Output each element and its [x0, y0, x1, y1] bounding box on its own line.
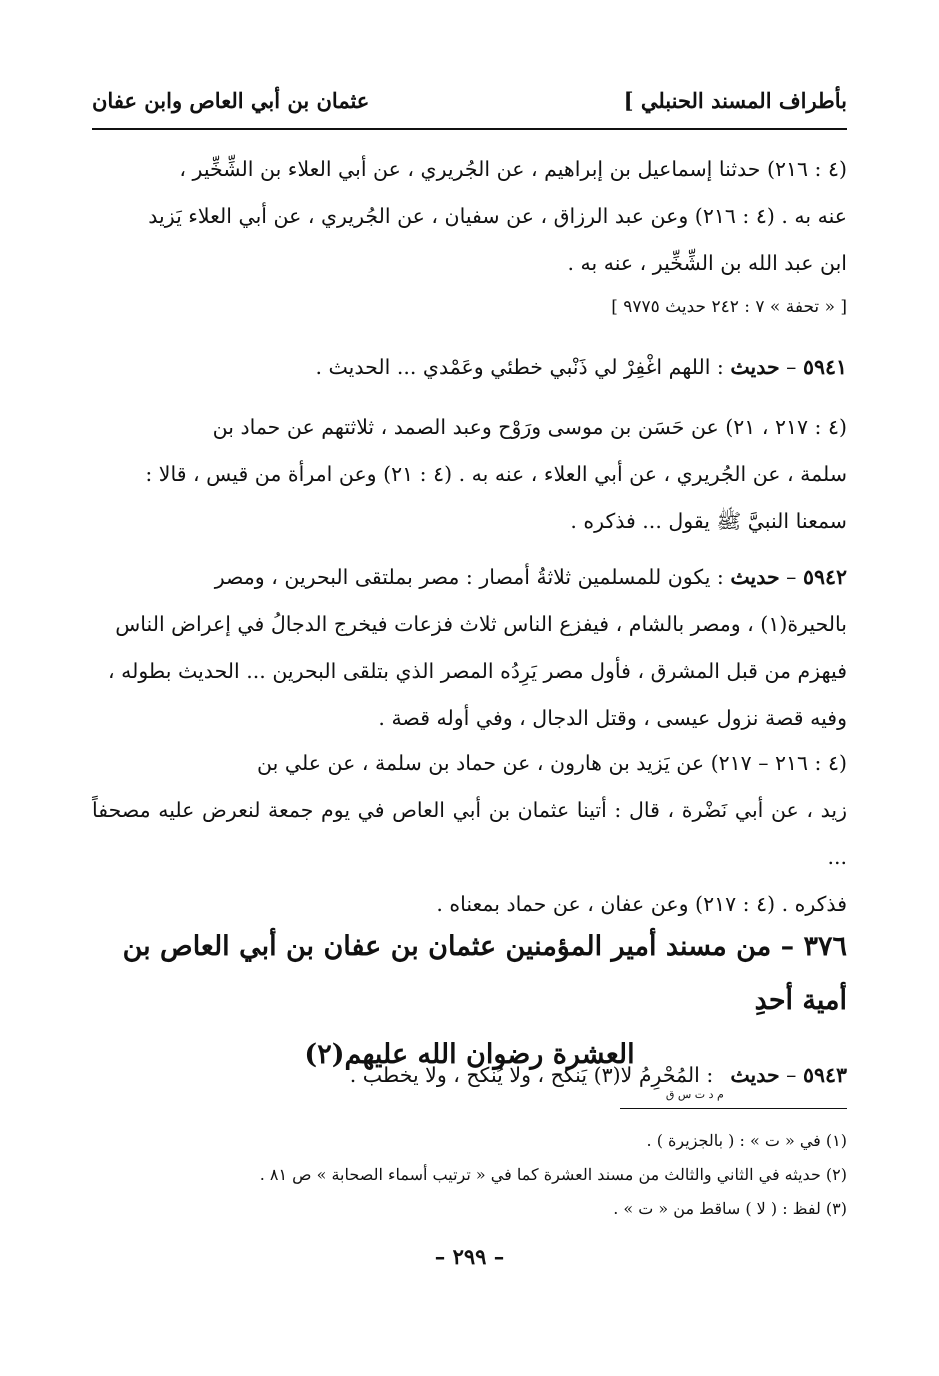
- hadith-text: : اللهم اغْفِرْ لي ذَنْبي خطئي وعَمْدي ... الحديث .: [315, 355, 724, 379]
- hadith-5941: [92, 344, 847, 391]
- hadith-label: حديث: [730, 1063, 780, 1087]
- text-line: بالحيرة(١) ، ومصر بالشام ، فيفزع الناس ثلاث فزعات فيخرج الدجالُ في إعراض الناس: [115, 612, 847, 636]
- hadith-line: ٥٩٤١ – حديث : اللهم اغْفِرْ لي ذَنْبي خطئي وعَمْدي ... الحديث .: [315, 355, 847, 379]
- text-line: عنه به . (٤ : ٢١٦) وعن عبد الرزاق ، عن سفيان ، عن الجُريري ، عن أبي العلاء يَزيد: [148, 204, 847, 228]
- header-chapter-title: عثمان بن أبي العاص وابن عفان: [92, 88, 370, 113]
- hadith-5942: [92, 554, 847, 742]
- header-book-title: بأطراف المسند الحنبلي ]: [623, 88, 847, 113]
- hadith-text: : المُحْرِمُ لا(٣) يَنكح ، ولا يُنكح ، ولا يخطب .: [349, 1063, 714, 1087]
- hadith-line: ٥٩٤٣ – حديث $_{م د ت س ق}$ : المُحْرِمُ لا(٣) يَنكح ، ولا يُنكح ، ولا يخطب .: [349, 1063, 847, 1101]
- text-line: سلمة ، عن الجُريري ، عن أبي العلاء ، عنه به . (٤ : ٢١) وعن امرأة من قيس ، قالا :: [145, 462, 847, 486]
- isnad-paragraph-2: [92, 404, 847, 545]
- tuhfa-reference: [ « تحفة » ٧ : ٢٤٢ حديث ٩٧٧٥ ]: [611, 297, 847, 317]
- hadith-text: : يكون للمسلمين ثلاثةُ أمصار : مصر بملتقى البحرين ، ومصر: [214, 565, 724, 589]
- footnote-3: (٣) لفظ : ( لا ) ساقط من « ت » .: [613, 1199, 847, 1218]
- hadith-label: حديث: [730, 565, 780, 589]
- text-line: (٤ : ٢١٦) حدثنا إسماعيل بن إبراهيم ، عن الجُريري ، عن أبي العلاء بن الشِّخِّير ،: [179, 157, 847, 181]
- text-line: وفيه قصة نزول عيسى ، وقتل الدجال ، وفي أوله قصة .: [378, 706, 847, 730]
- page-number: – ٢٩٩ –: [434, 1244, 505, 1269]
- text-line: (٤ : ٢١٧ ، ٢١) عن حَسَن بن موسى ورَوْح وعبد الصمد ، ثلاثتهم عن حماد بن: [212, 415, 847, 439]
- hadith-number: ٥٩٤٣: [802, 1063, 847, 1087]
- text-line: زيد ، عن أبي نَضْرة ، قال : أتينا عثمان بن أبي العاص في يوم جمعة لنعرض عليه مصحفاً ...: [92, 798, 847, 869]
- text-line: فذكره . (٤ : ٢١٧) وعن عفان ، عن حماد بمعناه .: [436, 892, 847, 916]
- text-line: فيهزم من قبل المشرق ، فأول مصر يَرِدُه المصر الذي بتلقى البحرين ... الحديث بطوله ،: [107, 659, 847, 683]
- footnote-divider: [620, 1108, 847, 1109]
- footnotes: [92, 1124, 847, 1226]
- source-sigla: م د ت س ق: [665, 1088, 724, 1101]
- footnote-1: (١) في « ت » : ( بالجزيرة ) .: [646, 1131, 847, 1150]
- text-line: ابن عبد الله بن الشِّخِّير ، عنه به .: [567, 251, 847, 275]
- header-divider: [92, 128, 847, 130]
- text-line: (٤ : ٢١٦ – ٢١٧) عن يَزيد بن هارون ، عن حماد بن سلمة ، عن علي بن: [257, 751, 847, 775]
- isnad-paragraph-3: [92, 740, 847, 928]
- hadith-number: ٥٩٤١: [802, 355, 847, 379]
- section-heading-line-1: ٣٧٦ – من مسند أمير المؤمنين عثمان بن عفان بن أبي العاص بن أمية أحدِ: [122, 931, 847, 1016]
- isnad-paragraph-1: [92, 146, 847, 287]
- section-heading-line-2: العشرة رضوان الله عليهم(٢): [304, 1039, 635, 1070]
- hadith-number: ٥٩٤٢: [802, 565, 847, 589]
- hadith-line: ٥٩٤٢ – حديث : يكون للمسلمين ثلاثةُ أمصار : مصر بملتقى البحرين ، ومصر: [214, 565, 847, 589]
- hadith-label: حديث: [730, 355, 780, 379]
- running-header: [92, 84, 847, 124]
- footnote-2: (٢) حديثه في الثاني والثالث من مسند العشرة كما في « ترتيب أسماء الصحابة » ص ٨١ .: [259, 1165, 847, 1184]
- text-line: سمعنا النبيَّ ﷺ يقول ... فذكره .: [570, 509, 847, 533]
